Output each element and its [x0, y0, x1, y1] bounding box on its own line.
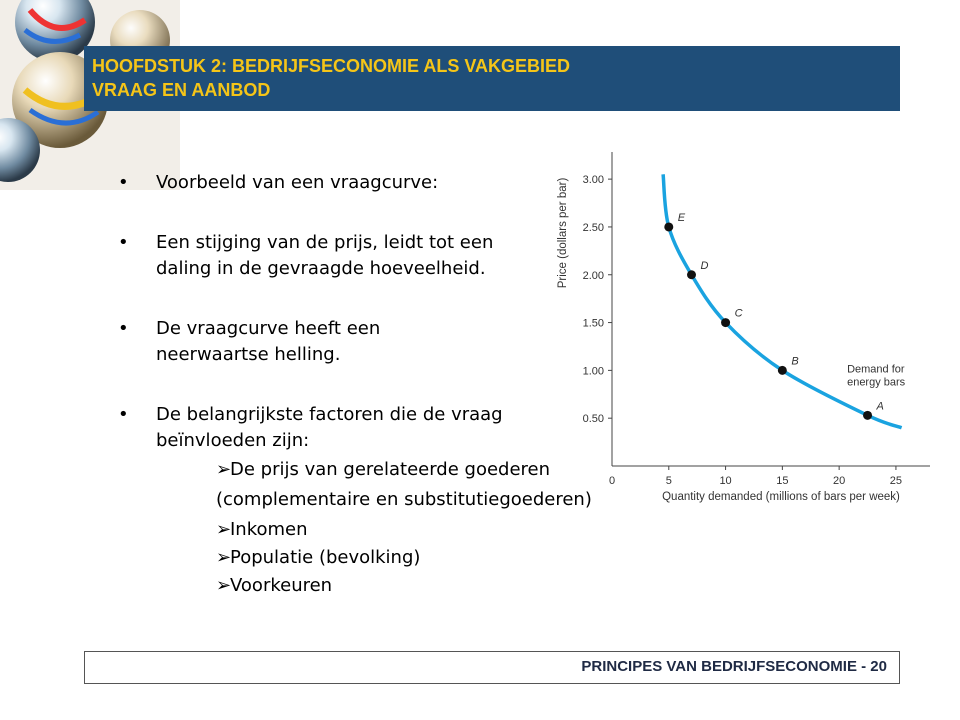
x-tick-label: 10 [719, 475, 732, 487]
sub-item-text: Populatie (bevolking) [230, 547, 421, 568]
sub-item-text: Voorkeuren [230, 575, 333, 596]
point-label-d: D [700, 259, 709, 272]
point-c [721, 318, 730, 327]
series-label: Demand for [847, 363, 905, 376]
demand-chart [548, 140, 938, 520]
series-label: energy bars [847, 376, 906, 389]
y-tick-label: 2.00 [582, 269, 604, 282]
bullet-dot: • [118, 404, 129, 425]
bullet-text: De belangrijkste factoren die de vraag beïnvloeden zijn: [156, 404, 503, 451]
bullet-text: De vraagcurve heeft een neerwaartse helling. [156, 318, 381, 365]
point-label-c: C [734, 307, 743, 320]
bullet-text: Voorbeeld van een vraagcurve: [156, 172, 439, 193]
arrow-icon: ➢ [216, 519, 232, 540]
y-tick-label: 1.00 [582, 365, 604, 378]
point-b [778, 366, 787, 375]
sub-item-text: Inkomen [230, 519, 308, 540]
x-tick-label: 25 [889, 475, 903, 487]
point-a [863, 411, 872, 420]
bullet-text: Een stijging van de prijs, leidt tot een daling in de gevraagde hoeveelheid. [156, 232, 494, 279]
x-tick-label: 20 [833, 475, 846, 487]
sub-item-text: De prijs van gerelateerde goederen [230, 459, 551, 480]
y-tick-label: 0.50 [582, 413, 604, 426]
sub-item-text: (complementaire en substitutiegoederen) [216, 489, 592, 510]
x-tick-label: 15 [776, 475, 789, 487]
point-e [664, 222, 673, 231]
sub-item [216, 516, 308, 544]
bullet-dot: • [118, 318, 129, 339]
y-axis-label: Price (dollars per bar) [557, 177, 569, 289]
header-title: HOOFDSTUK 2: BEDRIJFSECONOMIE ALS VAKGEBIED [92, 56, 571, 76]
footer-text: PRINCIPES VAN BEDRIJFSECONOMIE - 20 [581, 658, 887, 675]
arrow-icon: ➢ [216, 459, 232, 480]
x-tick-label: 5 [665, 475, 672, 487]
point-label-b: B [791, 355, 799, 368]
point-label-a: A [876, 400, 884, 413]
header-banner [84, 46, 900, 111]
point-d [687, 270, 696, 279]
point-label-e: E [677, 211, 686, 224]
demand-curve [663, 174, 902, 427]
sub-item [216, 544, 420, 572]
bullet-dot: • [118, 172, 129, 193]
y-tick-label: 2.50 [582, 221, 604, 234]
arrow-icon: ➢ [216, 547, 232, 568]
x-tick-label: 0 [608, 475, 616, 487]
y-tick-label: 1.50 [582, 317, 604, 330]
header-subtitle: VRAAG EN AANBOD [92, 80, 271, 100]
sub-item [216, 486, 592, 514]
bullet-dot: • [118, 232, 129, 253]
sub-item [216, 456, 550, 484]
footer-bar [84, 651, 900, 684]
sub-item [216, 572, 332, 600]
x-axis-label: Quantity demanded (millions of bars per week) [662, 491, 900, 503]
y-tick-label: 3.00 [582, 174, 604, 187]
arrow-icon: ➢ [216, 575, 232, 596]
